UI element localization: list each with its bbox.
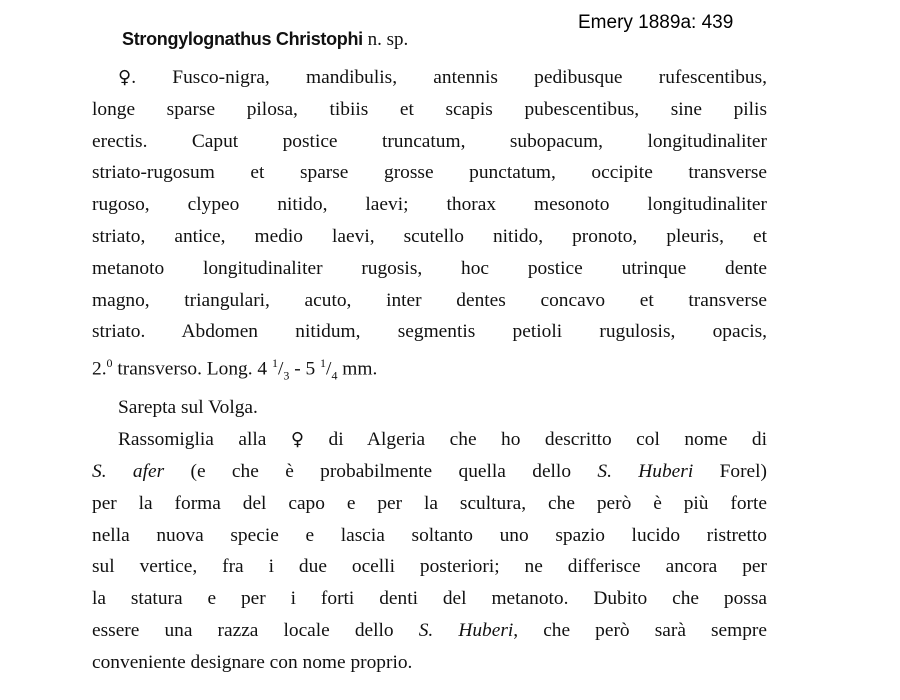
species-heading xyxy=(122,29,408,51)
description-measurement-line: 2.$^0$ transverso. Long. 4 $^1/_3 - 5$ $^1/_4$ mm. xyxy=(92,356,378,383)
citation-label: Emery 1889a: 439 xyxy=(578,12,734,33)
description-line: longe sparse pilosa, tibiis et scapis pubescentibus, sine pilis xyxy=(92,98,767,120)
remarks-line: essere una razza locale dello S. Huberi, che però sarà sempre xyxy=(92,619,767,641)
remarks-line: per la forma del capo e per la scultura, che però è più forte xyxy=(92,492,767,514)
description-line: striato, antice, medio laevi, scutello nitido, pronoto, pleuris, et xyxy=(92,225,767,247)
species-name: Strongylognathus Christophi xyxy=(122,29,363,49)
description-line: metanoto longitudinaliter rugosis, hoc postice utrinque dente xyxy=(92,257,767,279)
female-symbol-icon: ♀ xyxy=(290,429,305,451)
description-line: striato-rugosum et sparse grosse punctatum, occipite transverse xyxy=(92,162,767,184)
locality-line: Sarepta sul Volga. xyxy=(118,397,258,419)
description-line: magno, triangulari, acuto, inter dentes concavo et transverse xyxy=(92,289,767,311)
remarks-line: nella nuova specie e lascia soltanto uno spazio lucido ristretto xyxy=(92,524,767,546)
remarks-line: Rassomiglia alla ♀ di Algeria che ho descritto col nome di xyxy=(92,424,767,456)
female-symbol-icon: ♀ xyxy=(118,67,132,88)
remarks-line: sul vertice, fra i due ocelli posteriori; ne differisce ancora per xyxy=(92,556,767,578)
description-line: ♀. Fusco-nigra, mandibulis, antennis pedibusque rufescentibus, xyxy=(92,62,767,94)
description-line: striato. Abdomen nitidum, segmentis petioli rugulosis, opacis, xyxy=(92,321,767,343)
species-status: n. sp. xyxy=(367,29,409,50)
remarks-line: la statura e per i forti denti del metanoto. Dubito che possa xyxy=(92,588,767,610)
remarks-line: conveniente designare con nome proprio. xyxy=(92,651,413,673)
species-description xyxy=(92,62,767,678)
remarks-line: S. afer (e che è probabilmente quella dello S. Huberi Forel) xyxy=(92,460,767,482)
description-line: erectis. Caput postice truncatum, subopacum, longitudinaliter xyxy=(92,130,767,152)
description-line: rugoso, clypeo nitido, laevi; thorax mesonoto longitudinaliter xyxy=(92,194,767,216)
